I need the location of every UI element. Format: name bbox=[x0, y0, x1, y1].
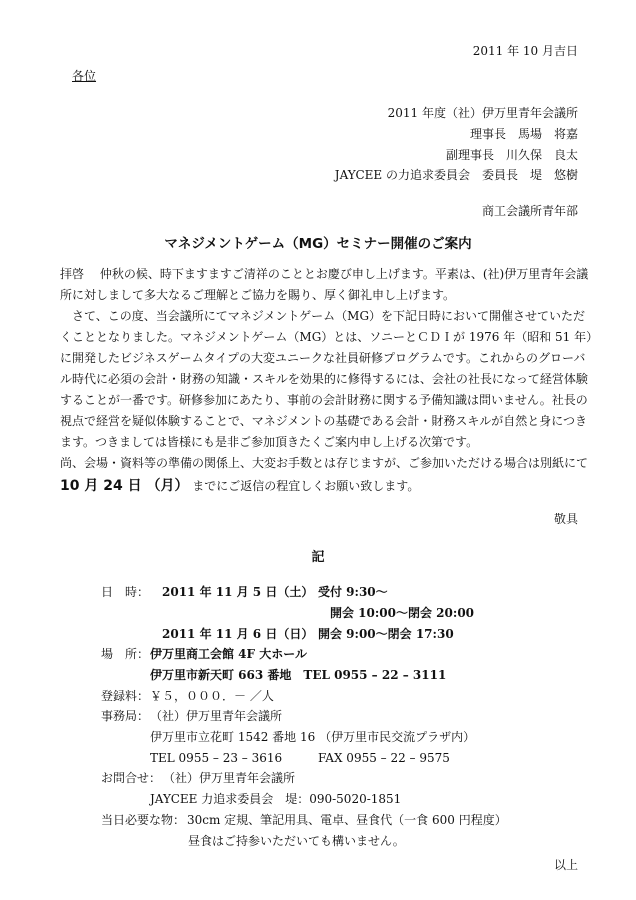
items-label: 当日必要な物： bbox=[101, 813, 186, 827]
sender-org: 2011 年度（社）伊万里青年会議所 bbox=[387, 106, 578, 120]
venue-address: 伊万里市新天町 663 番地 TEL 0955 – 22 – 3111 bbox=[150, 668, 447, 682]
date-label: 日 時： bbox=[101, 585, 150, 599]
office-label: 事務局： bbox=[101, 709, 150, 723]
venue-name: 伊万里商工会館 4F 大ホール bbox=[150, 647, 307, 661]
body-line: 拝啓 仲秋の候、時下ますますご清祥のこととお慶び申し上げます。平素は、(社)伊万里青年会議 bbox=[60, 267, 589, 281]
venue-label: 場 所： bbox=[101, 647, 150, 661]
required-items: 30cm 定規、筆記用具、電卓、昼食代（一食 600 円程度） bbox=[187, 813, 507, 827]
body-line: 視点で経営を疑似体験することで、マネジメントの基礎である会計・財務スキルが自然と身につき bbox=[60, 414, 588, 428]
date-day1: 2011 年 11 月 5 日（土） bbox=[162, 585, 314, 599]
office-name: （社）伊万里青年会議所 bbox=[150, 709, 283, 723]
closing-ijou: 以上 bbox=[553, 858, 578, 872]
reply-deadline: 10 月 24 日 （月） bbox=[60, 478, 189, 494]
sender-vice-chair: 副理事長 川久保 良太 bbox=[445, 148, 578, 162]
sender-chair: 理事長 馬場 将嘉 bbox=[469, 127, 578, 141]
addressee: 各位 bbox=[72, 69, 97, 83]
session-day1: 開会 10:00～閉会 20:00 bbox=[330, 606, 475, 620]
body-line: に開発したビジネスゲームタイプの大変ユニークな社員研修プログラムです。これからのグローバ bbox=[60, 351, 586, 365]
contact-org: （社）伊万里青年会議所 bbox=[163, 771, 296, 785]
body-line: することが一番です。研修参加にあたり、事前の会計財務に関する予備知識は問いません。社長の bbox=[60, 393, 588, 407]
session-day2: 開会 9:00～閉会 17:30 bbox=[318, 627, 454, 641]
office-address: 伊万里市立花町 1542 番地 16 （伊万里市民交流プラザ内） bbox=[150, 730, 476, 744]
fee-label: 登録料： bbox=[101, 689, 150, 703]
sender-dept: 商工会議所青年部 bbox=[481, 204, 578, 218]
lunch-note: 昼食はご持参いただいても構いません。 bbox=[188, 834, 405, 848]
body-line: 尚、会場・資料等の準備の関係上、大変お手数とは存じますが、ご参加いただける場合は別紙にて bbox=[60, 456, 589, 470]
body-line: さて、この度、当会議所にてマネジメントゲーム（MG）を下記日時において開催させていただ bbox=[60, 309, 586, 323]
body-line: ル時代に必須の会計・財務の知識・スキルを効果的に修得するには、会社の社長になって経営体験 bbox=[60, 372, 588, 386]
letter-body bbox=[60, 264, 599, 498]
registration-fee: ￥５，０００．－ ／人 bbox=[150, 689, 274, 703]
contact-person: JAYCEE 力追求委員会 堤：090-5020-1851 bbox=[150, 792, 402, 806]
reception-time: 受付 9:30～ bbox=[318, 585, 388, 599]
deadline-line bbox=[60, 474, 580, 498]
document-date: 2011 年 10 月吉日 bbox=[472, 44, 578, 58]
body-line: くこととなりました。マネジメントゲーム（MG）とは、ソニーとＣＤＩが 1976 年（昭和 51 年） bbox=[60, 330, 599, 344]
date-day2: 2011 年 11 月 6 日（日） bbox=[162, 627, 314, 641]
body-line: ます。つきましては皆様にも是非ご参加頂きたくご案内申し上げる次第です。 bbox=[60, 435, 479, 449]
contact-label: お問合せ： bbox=[101, 771, 162, 785]
deadline-text: までにご返信の程宜しくお願い致します。 bbox=[192, 479, 420, 493]
ki-heading: 記 bbox=[311, 550, 325, 565]
office-tel: TEL 0955 – 23 – 3616 bbox=[150, 751, 283, 765]
sender-committee: JAYCEE の力追求委員会 委員長 堤 悠樹 bbox=[334, 168, 578, 182]
closing-keigu: 敬具 bbox=[553, 512, 578, 526]
office-fax: FAX 0955 – 22 – 9575 bbox=[318, 751, 450, 765]
body-line: 所に対しまして多大なるご理解とご協力を賜り、厚く御礼申し上げます。 bbox=[60, 288, 456, 302]
page-title: マネジメントゲーム（MG）セミナー開催のご案内 bbox=[164, 236, 472, 252]
